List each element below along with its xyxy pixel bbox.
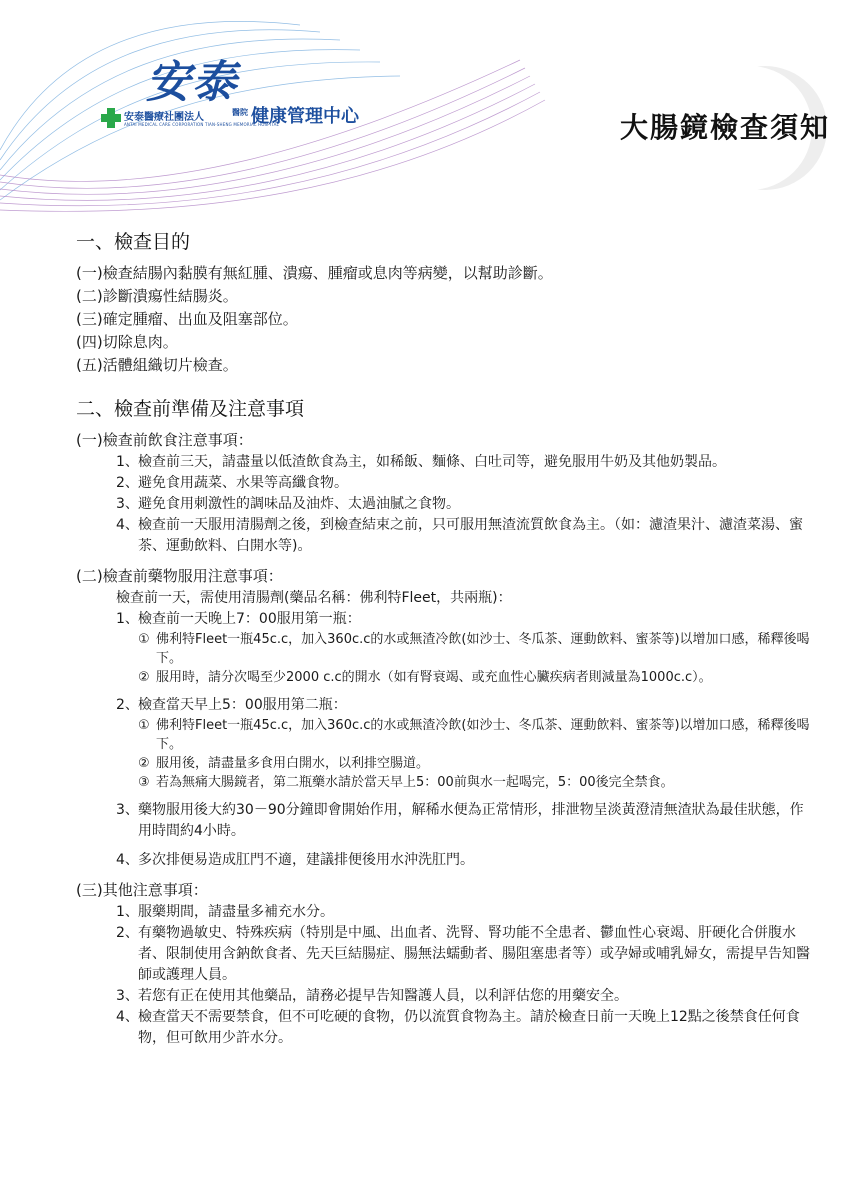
logo-hospital-label: 醫院 (232, 107, 248, 117)
section-preparation (76, 395, 816, 1049)
medical-cross-icon (100, 107, 122, 129)
purpose-item: (五)活體組織切片檢查。 (76, 356, 238, 374)
diet-item: 4、 檢查前一天服用清腸劑之後，到檢查結束之前，只可服用無渣流質飲食為主。（如：濾渣果汁、濾渣菜湯、蜜茶、運動飲料、白開水等)。 (116, 517, 803, 554)
logo-english-name: ANTAI MEDICAL CARE CORPORATION TIAN-SHENG MEMORIAL HOSPITAL (124, 122, 279, 127)
section-title: 二、檢查前準備及注意事項 (76, 398, 305, 420)
medication-heading: (二)檢查前藥物服用注意事項： (76, 567, 283, 585)
diet-item: 3、 避免食用刺激性的調味品及油炸、太過油膩之食物。 (116, 496, 460, 512)
header (0, 0, 848, 215)
purpose-item: (三)確定腫瘤、出血及阻塞部位。 (76, 310, 298, 328)
purpose-item: (四)切除息肉。 (76, 333, 178, 351)
medication-substep: ② 服用後，請盡量多食用白開水，以利排空腸道。 (138, 756, 430, 771)
other-item: 4、 檢查當天不需要禁食，但不可吃硬的食物，仍以流質食物為主。請於檢查日前一天晚上12點之後禁食任何食物，但可飲用少許水分。 (116, 1009, 800, 1046)
medication-intro: 檢查前一天，需使用清腸劑(藥品名稱：佛利特Fleet，共兩瓶)： (116, 590, 512, 606)
logo-center-name: 健康管理中心 (251, 106, 359, 127)
medication-step: 4、 多次排便易造成肛門不適，建議排便後用水沖洗肛門。 (116, 852, 474, 868)
medication-substep: ② 服用時，請分次喝至少2000 c.c的開水（如有腎衰竭、或充血性心臟疾病者則減量為1000c.c）。 (138, 670, 712, 685)
medication-step: 1、 檢查前一天晚上7：00服用第一瓶： (116, 611, 361, 627)
medication-step: 2、 檢查當天早上5：00服用第二瓶： (116, 697, 347, 713)
logo-org-name: 安泰醫療社團法人 (124, 112, 204, 123)
medication-step: 3、 藥物服用後大約30－90分鐘即會開始作用，解稀水便為正常情形，排泄物呈淡黃澄清無渣狀為最佳狀態，作用時間約4小時。 (116, 802, 804, 839)
other-item: 1、 服藥期間，請盡量多補充水分。 (116, 904, 334, 920)
other-item: 3、 若您有正在使用其他藥品，請務必提早告知醫護人員，以利評估您的用藥安全。 (116, 988, 628, 1004)
medication-substep: ① 佛利特Fleet一瓶45c.c，加入360c.c的水或無渣冷飲(如沙士、冬瓜茶、運動飲料、蜜茶等)以增加口感，稀釋後喝下。 (138, 718, 810, 752)
hospital-logo (98, 58, 398, 138)
medication-substep: ③ 若為無痛大腸鏡者，第二瓶藥水請於當天早上5：00前與水一起喝完，5：00後完全禁食。 (138, 775, 674, 790)
section-title: 一、檢查目的 (76, 231, 191, 253)
diet-item: 1、 檢查前三天，請盡量以低渣飲食為主，如稀飯、麵條、白吐司等，避免服用牛奶及其他奶製品。 (116, 454, 726, 470)
document-body (76, 228, 816, 1049)
purpose-item: (一)檢查結腸內黏膜有無紅腫、潰瘍、腫瘤或息肉等病變，以幫助診斷。 (76, 264, 553, 282)
diet-item: 2、 避免食用蔬菜、水果等高纖食物。 (116, 475, 348, 491)
diet-heading: (一)檢查前飲食注意事項： (76, 431, 253, 449)
other-item: 2、 有藥物過敏史、特殊疾病（特別是中風、出血者、洗腎、腎功能不全患者、鬱血性心衰竭、肝硬化合併腹水者、限制使用含鈉飲食者、先天巨結腸症、腸無法蠕動者、腸阻塞患者等）或孕婦或哺乳婦女，需提早告知醫師或護理人員。 (116, 925, 810, 983)
logo-wordmark: 安泰 (146, 57, 238, 108)
other-heading: (三)其他注意事項： (76, 881, 208, 899)
section-purpose (76, 228, 816, 377)
medication-substep: ① 佛利特Fleet一瓶45c.c，加入360c.c的水或無渣冷飲(如沙士、冬瓜茶、運動飲料、蜜茶等)以增加口感，稀釋後喝下。 (138, 632, 810, 666)
document-title: 大腸鏡檢查須知 (619, 111, 830, 144)
purpose-item: (二)診斷潰瘍性結腸炎。 (76, 287, 238, 305)
